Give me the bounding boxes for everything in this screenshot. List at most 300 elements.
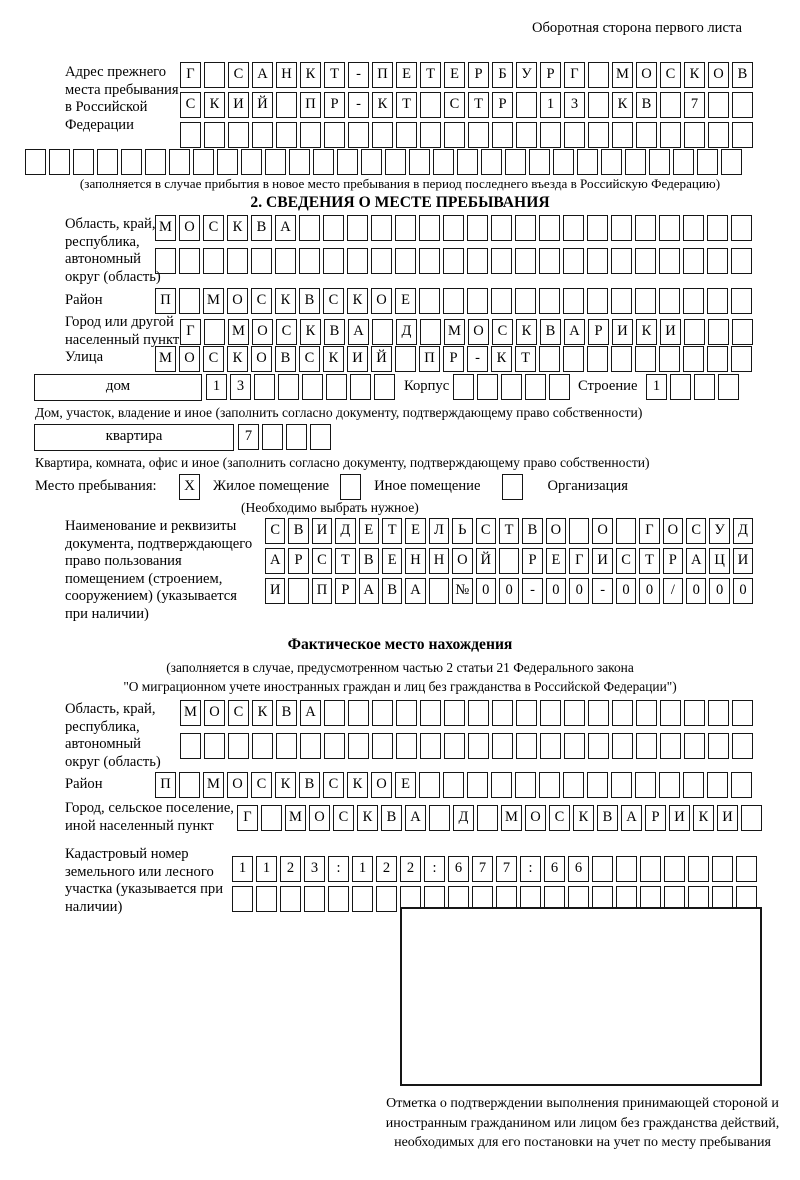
checkbox-zhiloe[interactable]: X [179, 474, 200, 500]
char-cell[interactable] [419, 288, 440, 314]
char-cell[interactable] [374, 374, 395, 400]
char-cell[interactable]: К [300, 62, 321, 88]
char-cell[interactable] [457, 149, 478, 175]
char-cell[interactable]: Д [335, 518, 355, 544]
char-cell[interactable]: Р [588, 319, 609, 345]
char-cell[interactable] [372, 122, 393, 148]
char-cell[interactable] [304, 886, 325, 912]
char-cell[interactable] [731, 772, 752, 798]
char-cell[interactable]: О [227, 772, 248, 798]
char-cell[interactable] [420, 92, 441, 118]
char-cell[interactable] [731, 248, 752, 274]
char-cell[interactable]: Т [396, 92, 417, 118]
char-cell[interactable] [155, 248, 176, 274]
char-cell[interactable] [635, 215, 656, 241]
char-cell[interactable]: А [564, 319, 585, 345]
char-cell[interactable]: 1 [256, 856, 277, 882]
char-cell[interactable] [395, 215, 416, 241]
char-cell[interactable] [73, 149, 94, 175]
char-cell[interactable]: П [155, 288, 176, 314]
char-cell[interactable] [515, 288, 536, 314]
char-cell[interactable]: Л [429, 518, 449, 544]
char-cell[interactable]: : [328, 856, 349, 882]
char-cell[interactable] [611, 288, 632, 314]
char-cell[interactable] [395, 346, 416, 372]
checkbox-inoe[interactable] [340, 474, 361, 500]
char-cell[interactable]: Д [396, 319, 417, 345]
char-cell[interactable] [276, 92, 297, 118]
char-cell[interactable]: Р [663, 548, 683, 574]
char-cell[interactable]: Д [733, 518, 753, 544]
char-cell[interactable] [313, 149, 334, 175]
char-cell[interactable]: М [203, 772, 224, 798]
char-cell[interactable] [612, 733, 633, 759]
char-cell[interactable] [611, 772, 632, 798]
char-cell[interactable]: № [452, 578, 472, 604]
char-cell[interactable] [684, 700, 705, 726]
char-cell[interactable]: Й [371, 346, 392, 372]
char-cell[interactable] [694, 374, 715, 400]
char-cell[interactable]: К [693, 805, 714, 831]
char-cell[interactable]: М [444, 319, 465, 345]
char-cell[interactable]: С [276, 319, 297, 345]
char-cell[interactable]: Г [237, 805, 258, 831]
char-cell[interactable]: С [299, 346, 320, 372]
char-cell[interactable] [204, 733, 225, 759]
char-cell[interactable] [444, 733, 465, 759]
char-cell[interactable]: О [251, 346, 272, 372]
char-cell[interactable]: 0 [639, 578, 659, 604]
char-cell[interactable] [453, 374, 474, 400]
char-cell[interactable] [640, 856, 661, 882]
char-cell[interactable]: 6 [544, 856, 565, 882]
char-cell[interactable]: О [179, 215, 200, 241]
char-cell[interactable]: Т [382, 518, 402, 544]
char-cell[interactable] [712, 856, 733, 882]
char-cell[interactable]: К [573, 805, 594, 831]
char-cell[interactable] [228, 733, 249, 759]
char-cell[interactable]: К [347, 288, 368, 314]
char-cell[interactable]: К [491, 346, 512, 372]
char-cell[interactable] [204, 62, 225, 88]
char-cell[interactable]: С [312, 548, 332, 574]
char-cell[interactable] [635, 772, 656, 798]
char-cell[interactable]: М [155, 346, 176, 372]
char-cell[interactable]: Н [405, 548, 425, 574]
char-cell[interactable] [683, 346, 704, 372]
char-cell[interactable]: И [265, 578, 285, 604]
char-cell[interactable] [708, 319, 729, 345]
char-cell[interactable]: О [546, 518, 566, 544]
char-cell[interactable]: 0 [546, 578, 566, 604]
char-cell[interactable]: М [180, 700, 201, 726]
char-cell[interactable] [347, 248, 368, 274]
char-cell[interactable] [328, 886, 349, 912]
char-cell[interactable]: С [251, 772, 272, 798]
char-cell[interactable] [179, 772, 200, 798]
char-cell[interactable] [588, 62, 609, 88]
char-cell[interactable] [708, 122, 729, 148]
char-cell[interactable]: В [251, 215, 272, 241]
char-cell[interactable]: Р [468, 62, 489, 88]
char-cell[interactable] [611, 248, 632, 274]
char-cell[interactable]: 2 [400, 856, 421, 882]
char-cell[interactable]: Р [288, 548, 308, 574]
char-cell[interactable] [278, 374, 299, 400]
char-cell[interactable]: О [663, 518, 683, 544]
char-cell[interactable]: : [424, 856, 445, 882]
char-cell[interactable]: Е [359, 518, 379, 544]
char-cell[interactable] [433, 149, 454, 175]
char-cell[interactable] [217, 149, 238, 175]
char-cell[interactable]: 1 [540, 92, 561, 118]
char-cell[interactable] [564, 733, 585, 759]
char-cell[interactable]: 6 [448, 856, 469, 882]
char-cell[interactable] [396, 733, 417, 759]
char-cell[interactable] [587, 772, 608, 798]
char-cell[interactable] [299, 248, 320, 274]
char-cell[interactable] [636, 122, 657, 148]
char-cell[interactable]: Т [335, 548, 355, 574]
char-cell[interactable] [337, 149, 358, 175]
char-cell[interactable]: К [275, 772, 296, 798]
char-cell[interactable] [477, 805, 498, 831]
char-cell[interactable] [553, 149, 574, 175]
char-cell[interactable] [635, 346, 656, 372]
char-cell[interactable]: О [371, 772, 392, 798]
char-cell[interactable] [203, 248, 224, 274]
char-cell[interactable] [302, 374, 323, 400]
char-cell[interactable]: 7 [684, 92, 705, 118]
char-cell[interactable] [707, 288, 728, 314]
char-cell[interactable]: В [275, 346, 296, 372]
char-cell[interactable] [732, 92, 753, 118]
char-cell[interactable] [169, 149, 190, 175]
char-cell[interactable] [348, 122, 369, 148]
char-cell[interactable]: П [155, 772, 176, 798]
char-cell[interactable] [707, 346, 728, 372]
char-cell[interactable] [732, 700, 753, 726]
char-cell[interactable]: В [597, 805, 618, 831]
char-cell[interactable]: Ь [452, 518, 472, 544]
char-cell[interactable] [252, 733, 273, 759]
char-cell[interactable] [625, 149, 646, 175]
char-cell[interactable]: - [522, 578, 542, 604]
dom-box[interactable]: дом [34, 374, 202, 401]
char-cell[interactable] [443, 248, 464, 274]
char-cell[interactable]: С [492, 319, 513, 345]
char-cell[interactable]: И [312, 518, 332, 544]
char-cell[interactable] [540, 122, 561, 148]
char-cell[interactable] [718, 374, 739, 400]
char-cell[interactable]: В [324, 319, 345, 345]
char-cell[interactable] [372, 319, 393, 345]
char-cell[interactable]: В [299, 772, 320, 798]
char-cell[interactable] [670, 374, 691, 400]
char-cell[interactable]: У [709, 518, 729, 544]
char-cell[interactable] [540, 700, 561, 726]
char-cell[interactable]: О [636, 62, 657, 88]
char-cell[interactable]: О [179, 346, 200, 372]
char-cell[interactable] [352, 886, 373, 912]
char-cell[interactable] [396, 700, 417, 726]
char-cell[interactable]: К [204, 92, 225, 118]
char-cell[interactable]: П [312, 578, 332, 604]
char-cell[interactable]: Е [382, 548, 402, 574]
char-cell[interactable]: С [323, 288, 344, 314]
char-cell[interactable] [241, 149, 262, 175]
char-cell[interactable]: Р [324, 92, 345, 118]
char-cell[interactable] [467, 248, 488, 274]
char-cell[interactable]: И [717, 805, 738, 831]
char-cell[interactable] [529, 149, 550, 175]
char-cell[interactable]: С [203, 346, 224, 372]
char-cell[interactable]: М [203, 288, 224, 314]
char-cell[interactable] [707, 215, 728, 241]
char-cell[interactable]: - [592, 578, 612, 604]
char-cell[interactable]: Р [443, 346, 464, 372]
char-cell[interactable] [577, 149, 598, 175]
char-cell[interactable] [601, 149, 622, 175]
char-cell[interactable] [228, 122, 249, 148]
char-cell[interactable]: К [227, 215, 248, 241]
char-cell[interactable]: И [660, 319, 681, 345]
char-cell[interactable] [683, 288, 704, 314]
char-cell[interactable] [491, 215, 512, 241]
char-cell[interactable] [684, 319, 705, 345]
char-cell[interactable]: 7 [238, 424, 259, 450]
char-cell[interactable]: Й [476, 548, 496, 574]
char-cell[interactable] [300, 122, 321, 148]
char-cell[interactable] [468, 700, 489, 726]
char-cell[interactable]: С [444, 92, 465, 118]
char-cell[interactable] [429, 805, 450, 831]
char-cell[interactable]: : [520, 856, 541, 882]
char-cell[interactable]: К [347, 772, 368, 798]
char-cell[interactable]: К [372, 92, 393, 118]
char-cell[interactable] [659, 248, 680, 274]
char-cell[interactable]: С [203, 215, 224, 241]
char-cell[interactable] [251, 248, 272, 274]
char-cell[interactable]: 1 [646, 374, 667, 400]
char-cell[interactable] [350, 374, 371, 400]
char-cell[interactable] [732, 319, 753, 345]
char-cell[interactable]: А [252, 62, 273, 88]
char-cell[interactable] [429, 578, 449, 604]
char-cell[interactable] [444, 122, 465, 148]
char-cell[interactable]: 3 [304, 856, 325, 882]
char-cell[interactable] [664, 856, 685, 882]
char-cell[interactable] [563, 215, 584, 241]
char-cell[interactable] [563, 772, 584, 798]
char-cell[interactable]: Р [645, 805, 666, 831]
char-cell[interactable]: О [525, 805, 546, 831]
char-cell[interactable]: К [275, 288, 296, 314]
char-cell[interactable]: 7 [496, 856, 517, 882]
char-cell[interactable] [587, 248, 608, 274]
char-cell[interactable]: С [251, 288, 272, 314]
char-cell[interactable] [310, 424, 331, 450]
char-cell[interactable]: Р [492, 92, 513, 118]
char-cell[interactable] [587, 288, 608, 314]
char-cell[interactable] [491, 248, 512, 274]
checkbox-organizatsiya[interactable] [502, 474, 523, 500]
char-cell[interactable] [371, 215, 392, 241]
char-cell[interactable] [492, 700, 513, 726]
char-cell[interactable]: И [612, 319, 633, 345]
char-cell[interactable] [348, 733, 369, 759]
char-cell[interactable]: / [663, 578, 683, 604]
char-cell[interactable]: А [686, 548, 706, 574]
char-cell[interactable] [563, 346, 584, 372]
char-cell[interactable] [587, 215, 608, 241]
char-cell[interactable] [732, 122, 753, 148]
char-cell[interactable] [539, 772, 560, 798]
char-cell[interactable]: П [372, 62, 393, 88]
char-cell[interactable] [683, 772, 704, 798]
char-cell[interactable]: О [708, 62, 729, 88]
char-cell[interactable]: Т [499, 518, 519, 544]
char-cell[interactable]: И [733, 548, 753, 574]
char-cell[interactable] [612, 700, 633, 726]
char-cell[interactable]: Е [546, 548, 566, 574]
char-cell[interactable] [180, 122, 201, 148]
char-cell[interactable] [25, 149, 46, 175]
char-cell[interactable] [499, 548, 519, 574]
char-cell[interactable] [539, 248, 560, 274]
char-cell[interactable]: А [405, 805, 426, 831]
char-cell[interactable]: С [616, 548, 636, 574]
char-cell[interactable]: О [204, 700, 225, 726]
char-cell[interactable] [505, 149, 526, 175]
char-cell[interactable]: М [501, 805, 522, 831]
char-cell[interactable] [736, 856, 757, 882]
char-cell[interactable] [481, 149, 502, 175]
char-cell[interactable]: 0 [709, 578, 729, 604]
char-cell[interactable]: 2 [280, 856, 301, 882]
char-cell[interactable]: 2 [376, 856, 397, 882]
char-cell[interactable] [516, 733, 537, 759]
char-cell[interactable] [468, 122, 489, 148]
char-cell[interactable] [569, 518, 589, 544]
char-cell[interactable] [708, 700, 729, 726]
char-cell[interactable] [252, 122, 273, 148]
char-cell[interactable] [254, 374, 275, 400]
char-cell[interactable]: О [371, 288, 392, 314]
char-cell[interactable] [396, 122, 417, 148]
char-cell[interactable] [204, 122, 225, 148]
char-cell[interactable] [492, 733, 513, 759]
char-cell[interactable]: С [228, 700, 249, 726]
char-cell[interactable] [420, 319, 441, 345]
char-cell[interactable] [280, 886, 301, 912]
char-cell[interactable]: В [522, 518, 542, 544]
char-cell[interactable]: Т [420, 62, 441, 88]
char-cell[interactable]: С [686, 518, 706, 544]
char-cell[interactable]: - [467, 346, 488, 372]
char-cell[interactable] [660, 92, 681, 118]
char-cell[interactable]: Е [395, 772, 416, 798]
char-cell[interactable] [193, 149, 214, 175]
char-cell[interactable]: Е [405, 518, 425, 544]
char-cell[interactable]: В [732, 62, 753, 88]
char-cell[interactable]: В [381, 805, 402, 831]
char-cell[interactable] [324, 733, 345, 759]
char-cell[interactable] [468, 733, 489, 759]
char-cell[interactable] [707, 772, 728, 798]
char-cell[interactable] [419, 248, 440, 274]
char-cell[interactable] [612, 122, 633, 148]
char-cell[interactable] [592, 856, 613, 882]
char-cell[interactable] [262, 424, 283, 450]
char-cell[interactable] [179, 248, 200, 274]
char-cell[interactable]: К [636, 319, 657, 345]
char-cell[interactable] [501, 374, 522, 400]
char-cell[interactable] [443, 288, 464, 314]
char-cell[interactable]: К [323, 346, 344, 372]
char-cell[interactable] [683, 248, 704, 274]
char-cell[interactable] [323, 215, 344, 241]
char-cell[interactable]: О [227, 288, 248, 314]
char-cell[interactable]: - [348, 62, 369, 88]
char-cell[interactable]: Н [276, 62, 297, 88]
char-cell[interactable] [275, 248, 296, 274]
char-cell[interactable]: О [309, 805, 330, 831]
char-cell[interactable]: Т [324, 62, 345, 88]
char-cell[interactable] [491, 772, 512, 798]
char-cell[interactable] [708, 733, 729, 759]
char-cell[interactable]: В [636, 92, 657, 118]
char-cell[interactable] [515, 248, 536, 274]
char-cell[interactable] [232, 886, 253, 912]
char-cell[interactable] [636, 733, 657, 759]
char-cell[interactable] [539, 215, 560, 241]
char-cell[interactable] [324, 700, 345, 726]
char-cell[interactable] [97, 149, 118, 175]
char-cell[interactable] [420, 700, 441, 726]
char-cell[interactable]: А [265, 548, 285, 574]
char-cell[interactable] [395, 248, 416, 274]
char-cell[interactable] [385, 149, 406, 175]
char-cell[interactable] [660, 733, 681, 759]
char-cell[interactable] [443, 215, 464, 241]
char-cell[interactable] [145, 149, 166, 175]
char-cell[interactable]: Р [540, 62, 561, 88]
char-cell[interactable] [731, 215, 752, 241]
char-cell[interactable] [420, 122, 441, 148]
char-cell[interactable] [688, 856, 709, 882]
char-cell[interactable] [477, 374, 498, 400]
char-cell[interactable]: 3 [230, 374, 251, 400]
char-cell[interactable] [588, 733, 609, 759]
char-cell[interactable]: Д [453, 805, 474, 831]
char-cell[interactable]: А [300, 700, 321, 726]
char-cell[interactable] [204, 319, 225, 345]
char-cell[interactable] [659, 346, 680, 372]
char-cell[interactable] [121, 149, 142, 175]
char-cell[interactable] [732, 733, 753, 759]
char-cell[interactable]: Й [252, 92, 273, 118]
char-cell[interactable]: У [516, 62, 537, 88]
char-cell[interactable] [683, 215, 704, 241]
char-cell[interactable]: П [419, 346, 440, 372]
char-cell[interactable] [697, 149, 718, 175]
char-cell[interactable] [684, 122, 705, 148]
char-cell[interactable] [564, 122, 585, 148]
char-cell[interactable]: Г [180, 319, 201, 345]
char-cell[interactable] [49, 149, 70, 175]
char-cell[interactable] [611, 215, 632, 241]
